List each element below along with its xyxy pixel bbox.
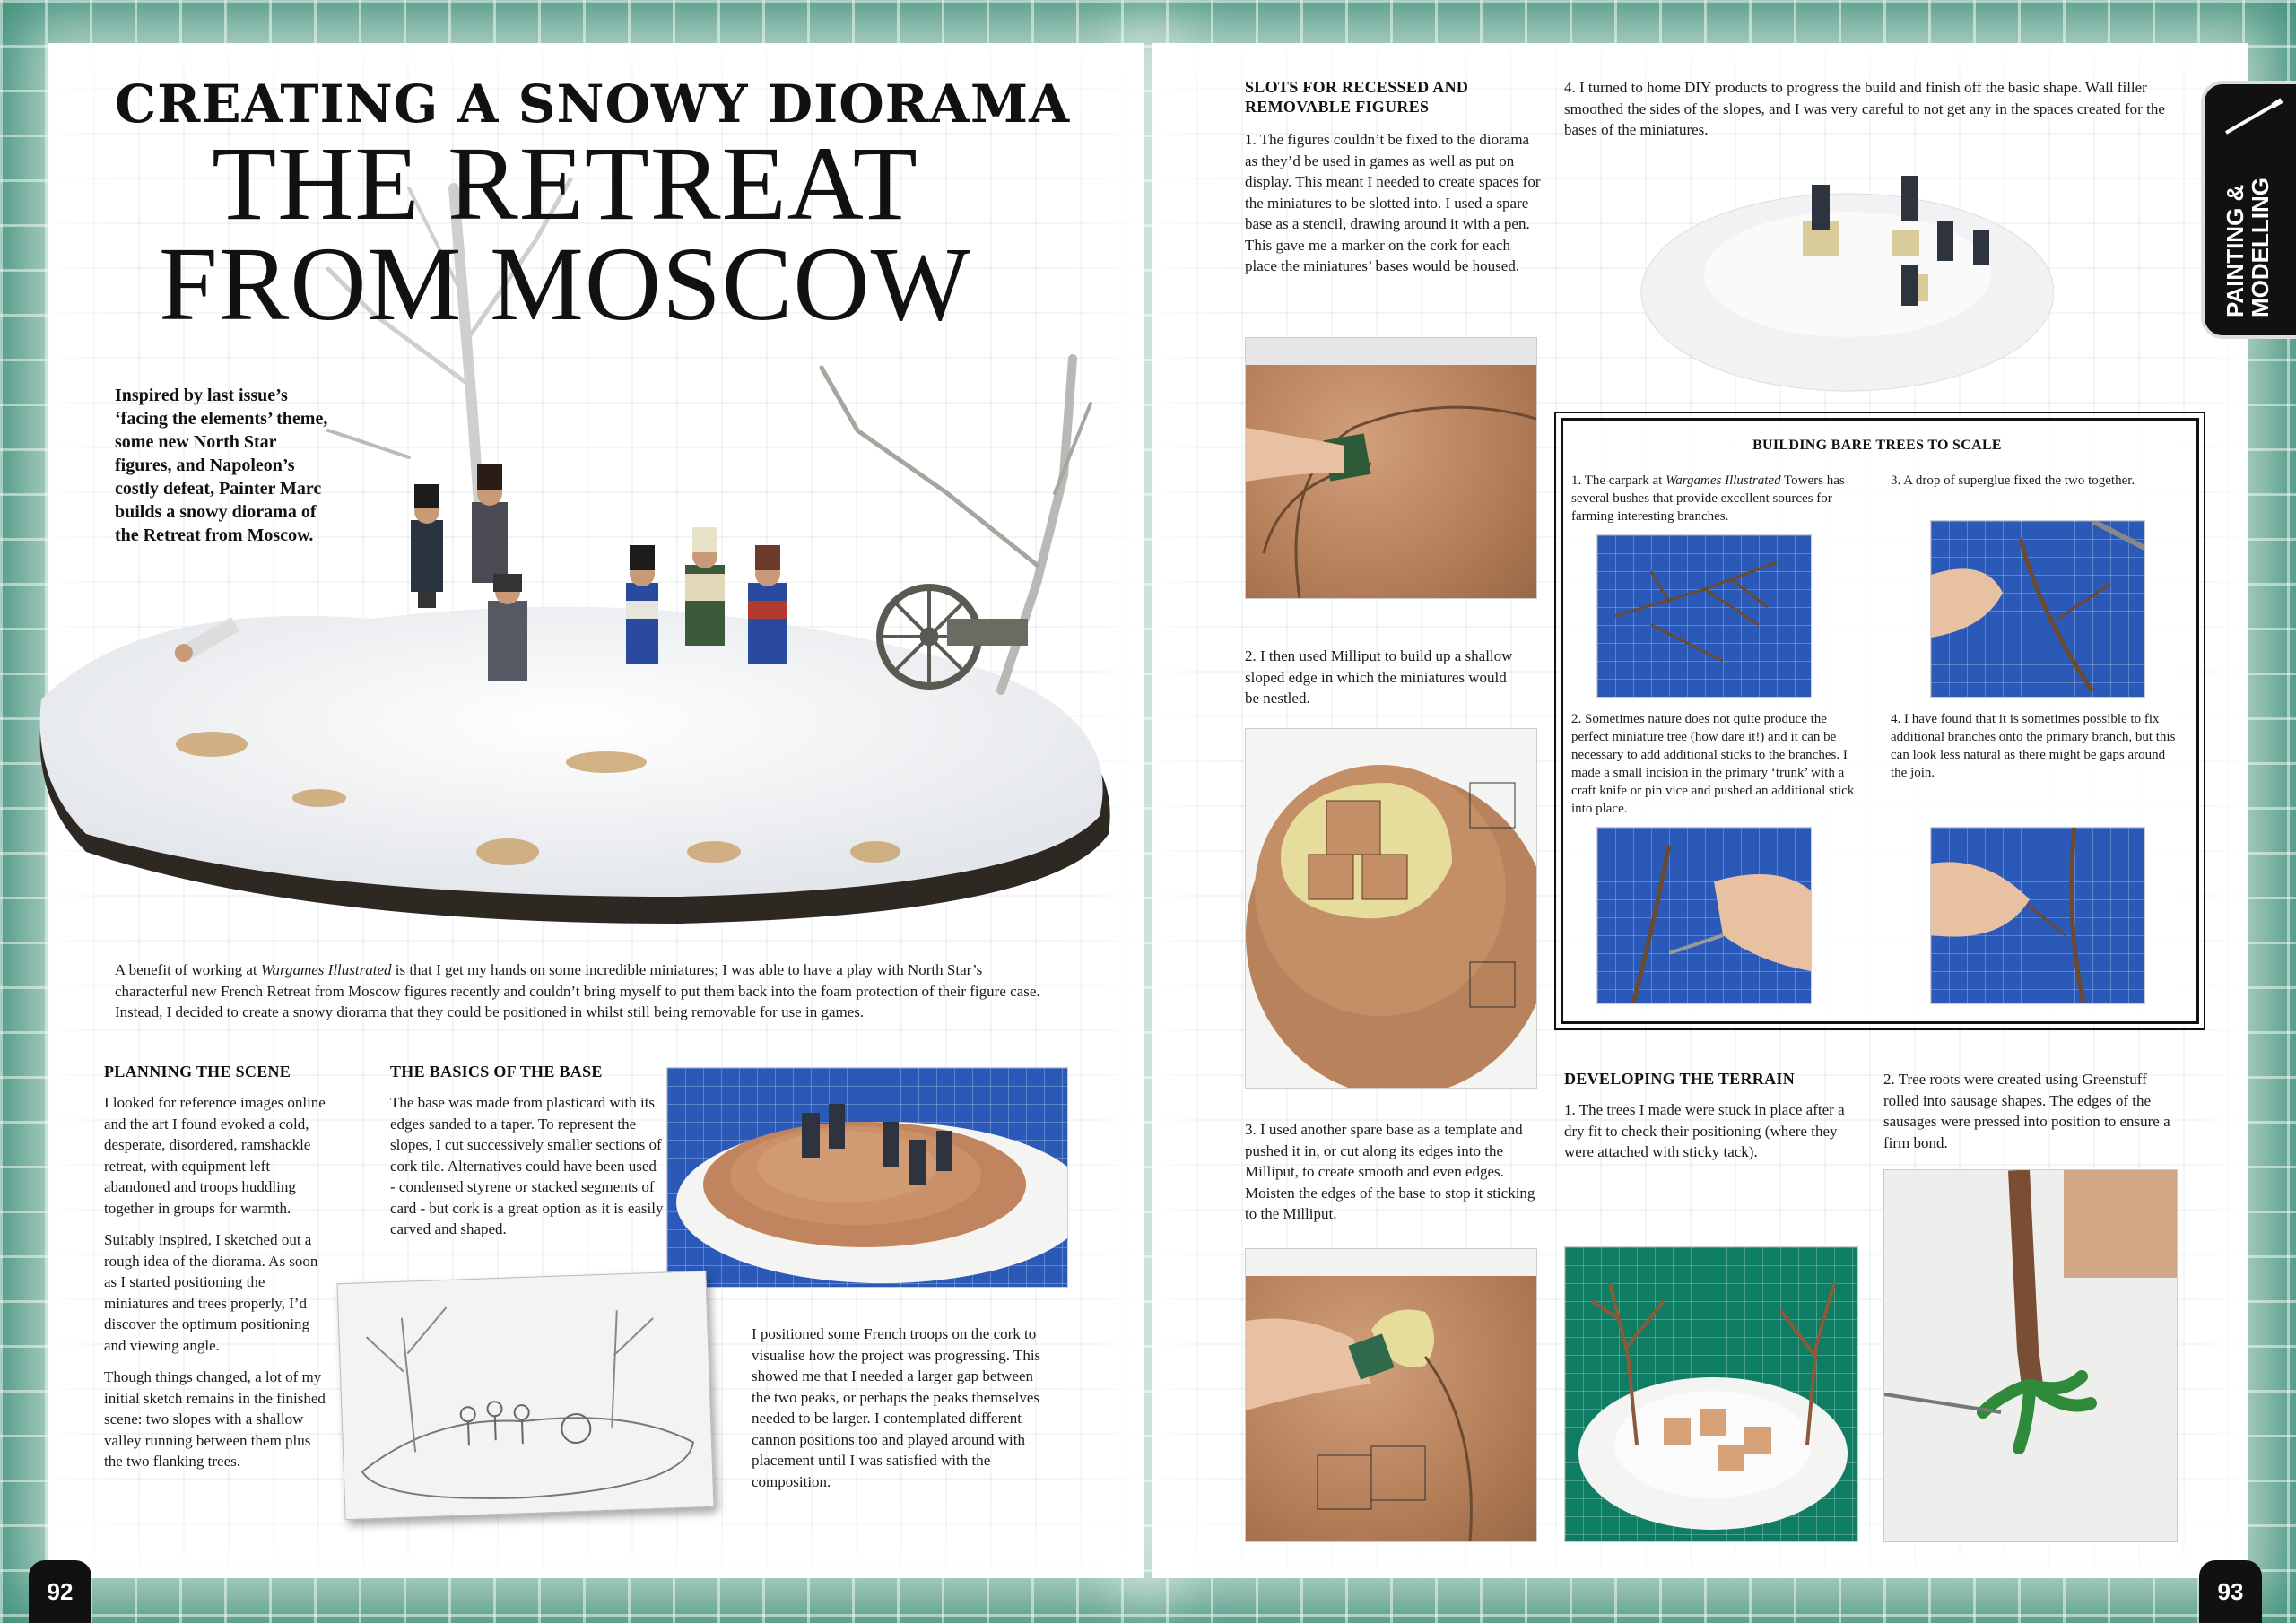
lead-magazine-name: Wargames Illustrated xyxy=(260,961,392,978)
title-line-2: FROM MOSCOW xyxy=(158,225,972,343)
page-number-left: 92 xyxy=(29,1560,91,1623)
branches-photo xyxy=(1596,534,1812,698)
craft-knife-photo xyxy=(1596,827,1812,1004)
basics-heading: THE BASICS OF THE BASE xyxy=(390,1063,603,1081)
stencil-on-cork-photo xyxy=(1245,337,1537,599)
slots-step2: 2. I then used Milliput to build up a shallow sloped edge in which the miniatures would be nestled. xyxy=(1245,647,1513,707)
page-number-right: 93 xyxy=(2199,1560,2262,1623)
trees-caption-1 xyxy=(1571,472,1867,525)
step4-text: 4. I turned to home DIY products to progress the build and finish off the basic shape. Wall filler smoothed the sides of the slopes, and I was very careful to not get any in the spaces created for the bases of the miniatures. xyxy=(1564,79,2165,138)
slots-step1: 1. The figures couldn’t be fixed to the diorama as they’d be used in games as well as put on display. This meant I needed to create spaces for the miniatures to be slotted into. I used a spare base as a stencil, drawing around it with a pen. This gave me a marker on the cork for each place the miniatures’ bases would be housed. xyxy=(1245,131,1541,274)
base-with-figures-photo xyxy=(666,1067,1068,1288)
slots-step3: 3. I used another spare base as a template and pushed it in, or cut along its edges into the Milliput, to create smooth and even edges. Moisten the edges of the base to stop it sticking to the Milliput. xyxy=(1245,1121,1535,1222)
trees-placed-photo xyxy=(1564,1246,1858,1542)
greenstuff-roots-photo xyxy=(1883,1169,2178,1542)
slots-heading: SLOTS FOR RECESSED AND REMOVABLE FIGURES xyxy=(1245,78,1469,116)
lead-text-2: is that I get my hands on some incredible miniatures; I was able to have a play with North Star’s characterful new French Retreat from Moscow figures recently and couldn’t bring myself to put them back into the foam protection of their figure case. Instead, I decided to create a snowy diorama that they could be positioned in whilst still being removable for use in games. xyxy=(115,961,1040,1020)
planning-p3: Though things changed, a lot of my initial sketch remains in the finished scene: two slopes with a shallow valley running between them plus the two flanking trees. xyxy=(104,1368,326,1470)
brush-icon xyxy=(2222,97,2285,142)
terrain-step2: 2. Tree roots were created using Greenstuff rolled into sausage shapes. The edges of the sausages were pressed into position to ensure a firm bond. xyxy=(1883,1071,2170,1151)
terrain-step1: 1. The trees I made were stuck in place after a dry fit to check their positioning (where they were attached with sticky tack). xyxy=(1564,1101,1845,1160)
diorama-sketch xyxy=(337,1271,715,1520)
title-line-1: THE RETREAT xyxy=(212,125,918,242)
lead-text-1: A benefit of working at xyxy=(115,961,261,978)
planning-text xyxy=(104,1092,328,1483)
trees-caption-4: 4. I have found that it is sometimes possible to fix additional branches onto the primary branch, but this can look less natural as there might be gaps around the join. xyxy=(1891,712,2176,780)
superglue-photo xyxy=(1930,520,2145,698)
trees-c1-text-2: Towers has several bushes that provide excellent sources for farming interesting branches. xyxy=(1571,473,1845,524)
intro-standfirst: Inspired by last issue’s ‘facing the elements’ theme, some new North Star figures, and Napoleon’s costly defeat, Painter Marc builds a snowy diorama of the Retreat from Moscow. xyxy=(115,386,328,545)
basics-text: The base was made from plasticard with its edges sanded to a taper. To represent the slopes, I cut successively smaller sections of cork tile. Alternatives could have been used - condensed styrene or stacked segments of card - but cork is a great option as it is easily carved and shaped. xyxy=(390,1094,664,1237)
trees-caption-2: 2. Sometimes nature does not quite produce the perfect miniature tree (how dare it!) and it can be necessary to add additional sticks to the branches. I made a small incision in the primary ‘trunk’ with a craft knife or pin vice and pushed an additional stick into place. xyxy=(1571,712,1855,816)
terrain-heading: DEVELOPING THE TERRAIN xyxy=(1564,1070,1795,1088)
trees-c1-text-1: 1. The carpark at xyxy=(1571,473,1666,488)
planning-p2: Suitably inspired, I sketched out a rough idea of the diorama. As soon as I started positioning the miniatures and trees properly, I’d discover the optimum positioning and viewing angle. xyxy=(104,1231,318,1354)
planning-p1: I looked for reference images online and the art I found evoked a cold, desperate, disordered, ramshackle retreat, with equipment left abandoned and troops huddling together in groups for warmth. xyxy=(104,1094,326,1217)
trees-box-heading: BUILDING BARE TREES TO SCALE xyxy=(1752,438,2002,453)
lead-paragraph xyxy=(115,959,1044,1023)
positioning-paragraph: I positioned some French troops on the cork to visualise how the project was progressing. This showed me that I needed a larger gap between the two peaks, or perhaps the peaks themselves needed to be larger. I contemplated different cannon positions too and played around with placement until I was satisfied with the composition. xyxy=(752,1325,1041,1490)
additional-branch-photo xyxy=(1930,827,2145,1004)
milliput-edges-photo xyxy=(1245,728,1537,1089)
wall-filler-photo xyxy=(1632,158,2054,398)
section-side-tab xyxy=(2201,81,2296,339)
side-tab-label: PAINTING & MODELLING xyxy=(2222,178,2274,317)
trees-caption-3: 3. A drop of superglue fixed the two together. xyxy=(1891,473,2135,488)
planning-heading: PLANNING THE SCENE xyxy=(104,1063,291,1081)
trees-c1-magazine: Wargames Illustrated xyxy=(1665,473,1781,488)
article-kicker: CREATING A SNOWY DIORAMA xyxy=(115,74,1071,135)
template-pressing-photo xyxy=(1245,1248,1537,1542)
